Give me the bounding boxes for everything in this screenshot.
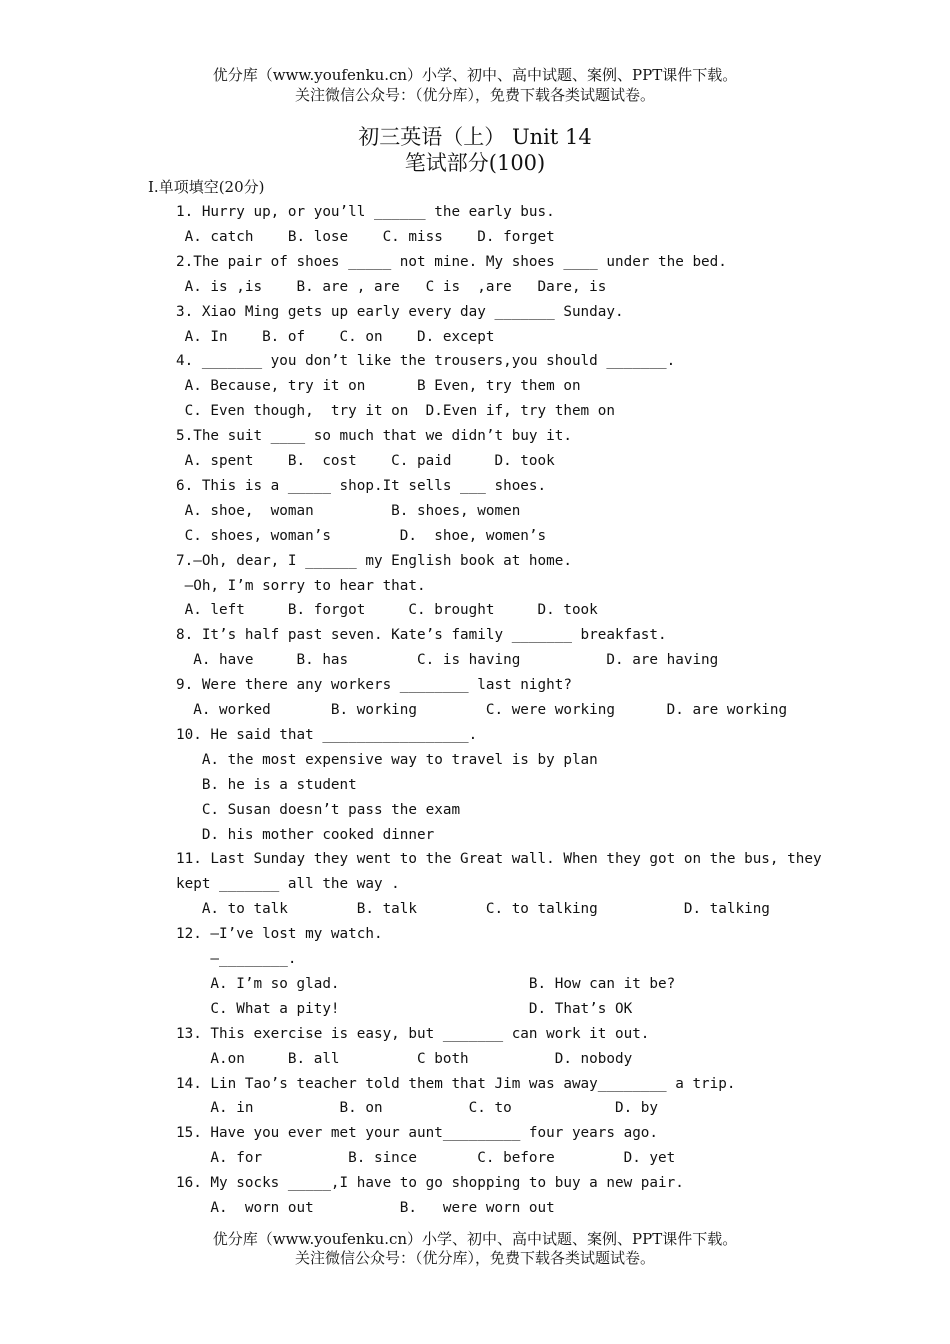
question-line: 5.The suit ____ so much that we didn’t buy it. bbox=[176, 428, 572, 445]
question-line: 13. This exercise is easy, but _______ can work it out. bbox=[176, 1025, 650, 1042]
question-line: C. Even though, try it on D.Even if, try them on bbox=[176, 403, 615, 420]
question-line: C. What a pity! D. That’s OK bbox=[176, 1000, 633, 1017]
question-line: —________. bbox=[176, 951, 297, 967]
question-line: A. shoe, woman B. shoes, women bbox=[176, 502, 521, 519]
question-line: 2.The pair of shoes _____ not mine. My shoes ____ under the bed. bbox=[176, 253, 727, 270]
question-line: A. Because, try it on B Even, try them on bbox=[176, 378, 581, 395]
document-title: 初三英语（上） Unit 14 bbox=[358, 125, 592, 149]
header-line-2: 关注微信公众号：（优分库），免费下载各类试题试卷。 bbox=[294, 86, 655, 104]
question-line: 6. This is a _____ shop.It sells ___ shoes. bbox=[176, 477, 547, 494]
question-line: B. he is a student bbox=[176, 776, 357, 793]
question-line: A. is ,is B. are , are C is ,are Dare, is bbox=[176, 278, 607, 295]
question-line: C. Susan doesn’t pass the exam bbox=[176, 801, 461, 818]
section-heading: Ⅰ.单项填空(20分) bbox=[148, 178, 265, 196]
question-line: A. catch B. lose C. miss D. forget bbox=[176, 228, 555, 245]
question-line: A. in B. on C. to D. by bbox=[176, 1100, 659, 1117]
question-line: A. I’m so glad. B. How can it be? bbox=[176, 975, 676, 992]
question-line: A. spent B. cost C. paid D. took bbox=[176, 453, 555, 469]
question-line: kept _______ all the way . bbox=[176, 876, 400, 893]
question-line: 9. Were there any workers ________ last night? bbox=[176, 677, 572, 694]
question-line: D. his mother cooked dinner bbox=[176, 826, 435, 843]
header-line-1: 优分库（www.youfenku.cn）小学、初中、高中试题、案例、PPT课件下载。 bbox=[212, 66, 738, 84]
question-line: A.on B. all C both D. nobody bbox=[176, 1050, 633, 1067]
question-line: A. the most expensive way to travel is by plan bbox=[176, 751, 598, 768]
question-line: A. have B. has C. is having D. are having bbox=[176, 652, 719, 669]
question-line: 12. —I’ve lost my watch. bbox=[176, 926, 383, 943]
question-line: 3. Xiao Ming gets up early every day _______ Sunday. bbox=[176, 303, 624, 320]
question-line: 16. My socks _____,I have to go shopping to buy a new pair. bbox=[176, 1175, 684, 1192]
footer-line-2: 关注微信公众号：（优分库），免费下载各类试题试卷。 bbox=[294, 1249, 655, 1267]
question-line: A. In B. of C. on D. except bbox=[176, 328, 495, 345]
footer-line-1: 优分库（www.youfenku.cn）小学、初中、高中试题、案例、PPT课件下载。 bbox=[212, 1230, 738, 1248]
question-line: A. worked B. working C. were working D. are working bbox=[176, 702, 788, 718]
question-line: 10. He said that _________________. bbox=[176, 726, 478, 743]
question-line: 11. Last Sunday they went to the Great wall. When they got on the bus, they bbox=[176, 851, 822, 868]
question-line: A. to talk B. talk C. to talking D. talking bbox=[176, 901, 770, 918]
question-line: 4. _______ you don’t like the trousers,you should _______. bbox=[176, 353, 676, 370]
question-line: A. worn out B. were worn out bbox=[176, 1200, 555, 1216]
question-line: 1. Hurry up, or you’ll ______ the early bus. bbox=[176, 204, 555, 220]
question-line: 14. Lin Tao’s teacher told them that Jim was away________ a trip. bbox=[176, 1075, 736, 1092]
question-line: 15. Have you ever met your aunt_________ four years ago. bbox=[176, 1125, 659, 1142]
question-line: C. shoes, woman’s D. shoe, women’s bbox=[176, 527, 547, 544]
question-line: 8. It’s half past seven. Kate’s family _______ breakfast. bbox=[176, 627, 667, 644]
question-line: A. left B. forgot C. brought D. took bbox=[176, 602, 598, 619]
question-line: A. for B. since C. before D. yet bbox=[176, 1150, 676, 1167]
question-line: —Oh, I’m sorry to hear that. bbox=[176, 577, 426, 594]
question-line: 7.—Oh, dear, I ______ my English book at home. bbox=[176, 552, 572, 569]
document-subtitle: 笔试部分(100) bbox=[404, 151, 546, 175]
